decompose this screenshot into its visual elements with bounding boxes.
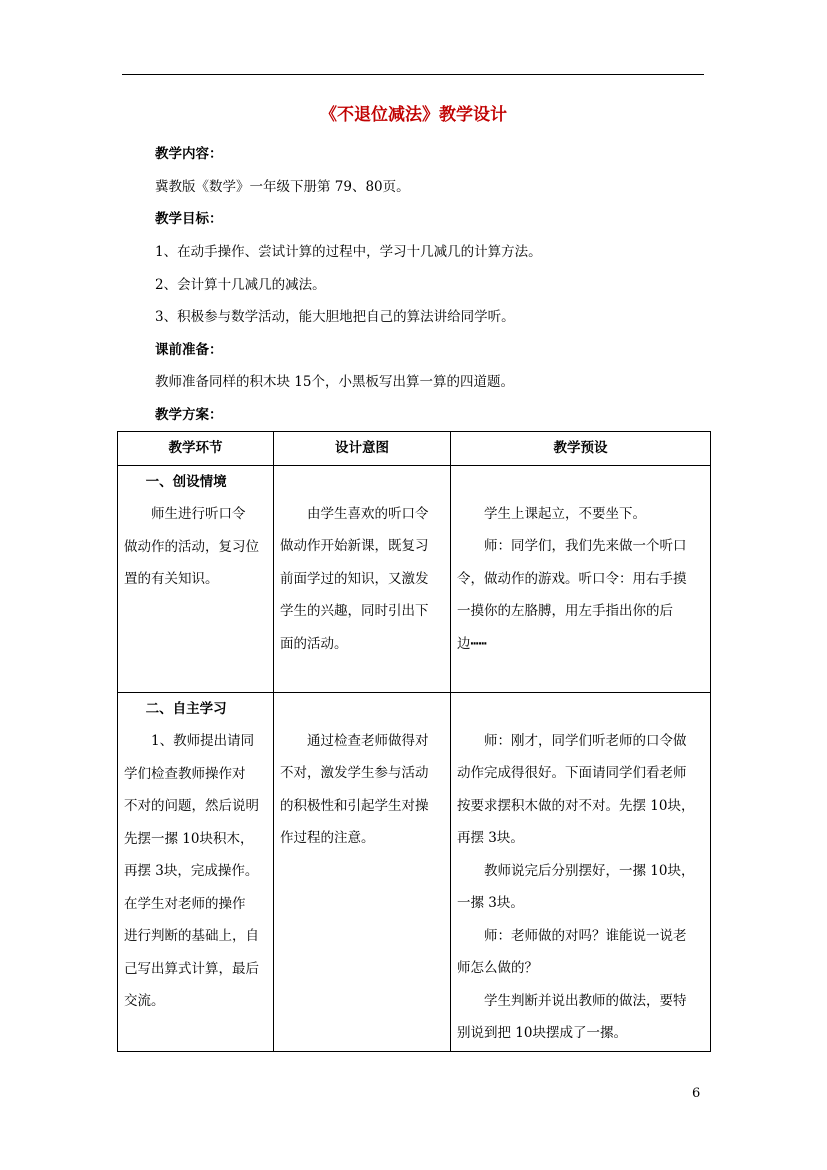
- cell-line: 再摆 3块。: [457, 830, 524, 846]
- cell-line: 先摆一摞 10块积木，: [124, 830, 254, 847]
- cell-line: 令，做动作的游戏。听口令：用右手摸: [457, 570, 687, 587]
- intent-cell: [274, 692, 451, 1051]
- cell-line: 不对的问题，然后说明: [124, 798, 259, 814]
- goals-heading: 教学目标：: [155, 211, 223, 227]
- cell-line: 教师说完后分别摆好，一摞 10块，: [484, 862, 695, 879]
- header-stage: 教学环节: [118, 432, 274, 466]
- stage-cell: [118, 692, 274, 1051]
- cell-line: 1、教师提出请同: [151, 733, 255, 749]
- cell-line: 前面学过的知识，又激发: [280, 570, 429, 587]
- cell-line: 一摸你的左胳膊，用左手指出你的后: [457, 603, 673, 619]
- goal-item: 3、积极参与数学活动，能大胆地把自己的算法讲给同学听。: [155, 309, 515, 325]
- cell-line: 在学生对老师的操作: [124, 895, 246, 912]
- section-title: 一、创设情境: [145, 473, 227, 490]
- cell-line: 学们检查教师操作对: [124, 765, 246, 782]
- cell-line: 做动作开始新课，既复习: [280, 538, 429, 554]
- cell-line: 交流。: [124, 993, 165, 1009]
- preset-cell: [451, 692, 711, 1051]
- cell-line: 动作完成得很好。下面请同学们看老师: [457, 765, 687, 781]
- cell-line: 师生进行听口令: [151, 506, 246, 522]
- cell-line: 己写出算式计算，最后: [124, 960, 259, 977]
- goal-item: 1、在动手操作、尝试计算的过程中，学习十几减几的计算方法。: [155, 244, 542, 260]
- plan-heading: 教学方案：: [155, 407, 223, 423]
- cell-line: 师：刚才，同学们听老师的口令做: [484, 732, 687, 749]
- cell-line: 学生的兴趣，同时引出下: [280, 603, 429, 619]
- cell-line: 由学生喜欢的听口令: [307, 505, 429, 522]
- goal-item: 2、会计算十几减几的减法。: [155, 277, 326, 293]
- header-rule: [122, 74, 704, 75]
- stage-cell: [118, 465, 274, 692]
- cell-line: 别说到把 10块摆成了一摞。: [457, 1025, 627, 1041]
- cell-line: 通过检查老师做得对: [307, 732, 429, 749]
- cell-line: 学生上课起立，不要坐下。: [484, 505, 646, 522]
- content-text: 冀教版《数学》一年级下册第 79、80页。: [155, 179, 410, 195]
- cell-line: 进行判断的基础上，自: [124, 928, 259, 944]
- cell-line: 置的有关知识。: [124, 571, 219, 587]
- cell-line: 边┅┅: [457, 635, 487, 652]
- cell-line: 师：同学们，我们先来做一个听口: [484, 538, 687, 554]
- cell-line: 的积极性和引起学生对操: [280, 797, 429, 814]
- section-title: 二、自主学习: [145, 700, 227, 717]
- cell-line: 做动作的活动，复习位: [124, 538, 259, 555]
- table-row: [118, 465, 711, 692]
- preset-cell: [451, 465, 711, 692]
- lesson-plan-table: [117, 431, 711, 1052]
- table-row: [118, 692, 711, 1051]
- cell-line: 作过程的注意。: [280, 830, 375, 846]
- cell-line: 不对，激发学生参与活动: [280, 765, 429, 781]
- page-number: 6: [692, 1086, 701, 1101]
- document-title: 《不退位减法》教学设计: [320, 105, 507, 125]
- cell-line: 一摞 3块。: [457, 895, 524, 911]
- cell-line: 师：老师做的对吗？谁能说一说老: [484, 927, 687, 944]
- cell-line: 再摆 3块，完成操作。: [124, 863, 259, 879]
- prep-heading: 课前准备：: [155, 342, 223, 358]
- cell-line: 按要求摆积木做的对不对。先摆 10块，: [457, 797, 695, 814]
- cell-line: 面的活动。: [280, 635, 348, 652]
- cell-line: 师怎么做的？: [457, 960, 538, 976]
- header-intent: 设计意图: [274, 432, 451, 466]
- prep-text: 教师准备同样的积木块 15个，小黑板写出算一算的四道题。: [155, 374, 514, 390]
- table-header-row: [118, 432, 711, 466]
- header-preset: 教学预设: [451, 432, 711, 466]
- cell-line: 学生判断并说出教师的做法，要特: [484, 992, 687, 1009]
- intent-cell: [274, 465, 451, 692]
- content-heading: 教学内容：: [155, 146, 223, 162]
